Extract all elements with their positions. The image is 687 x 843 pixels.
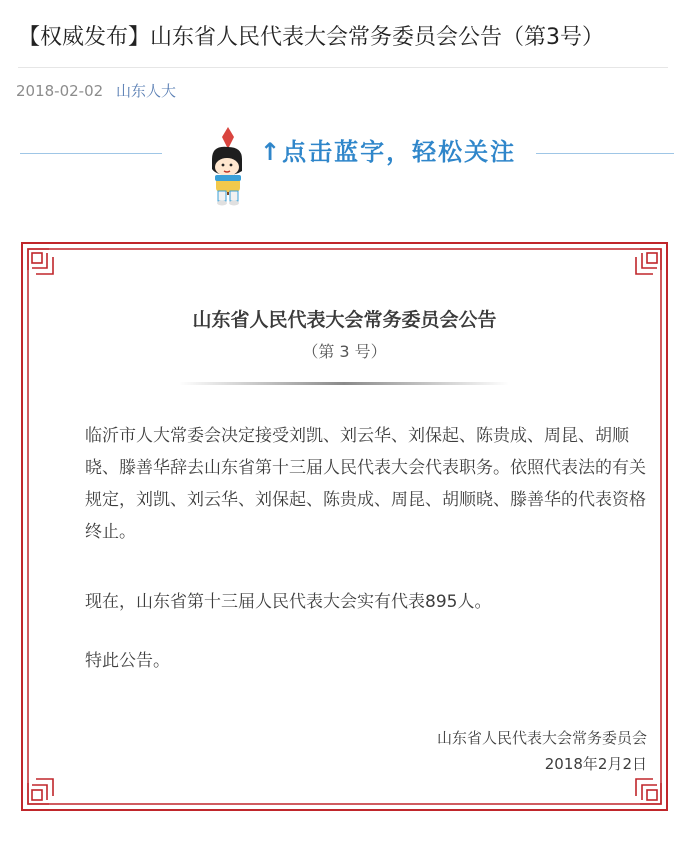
- notice-body: [19, 240, 670, 813]
- heading-divider: [179, 382, 509, 385]
- signature-issuer: 山东省人民代表大会常务委员会: [436, 729, 647, 747]
- follow-banner: [0, 118, 687, 208]
- notice-heading: 山东省人民代表大会常务委员会公告: [192, 309, 497, 331]
- notice-paragraph-closing: 特此公告。: [85, 651, 170, 671]
- mascot-icon: [198, 123, 258, 208]
- notice-paragraph-resignation: 临沂市人大常委会决定接受刘凯、刘云华、刘保起、陈贵成、周昆、胡顺晓、滕善华辞去山东省第十三届人民代表大会代表职务。依照代表法的有关规定，刘凯、刘云华、刘保起、陈贵成、周昆、胡顺晓、滕善华的代表资格终止。: [85, 426, 646, 542]
- notice-signature: [437, 725, 647, 777]
- publish-date: 2018-02-02: [16, 82, 104, 100]
- notice-paragraph-count: 现在，山东省第十三届人民代表大会实有代表895人。: [85, 592, 492, 612]
- banner-right-rule: [536, 153, 674, 154]
- title-divider: [18, 67, 668, 68]
- article-meta: [16, 80, 176, 102]
- notice-card: [19, 240, 670, 813]
- banner-left-rule: [20, 153, 162, 154]
- notice-number: （第 3 号）: [302, 342, 387, 361]
- follow-prompt-link[interactable]: ↑点击蓝字，轻松关注: [260, 138, 517, 166]
- account-name-link[interactable]: 山东人大: [115, 82, 176, 100]
- signature-date: 2018年2月2日: [544, 755, 647, 773]
- article-title: 【权威发布】山东省人民代表大会常务委员会公告（第3号）: [18, 25, 604, 50]
